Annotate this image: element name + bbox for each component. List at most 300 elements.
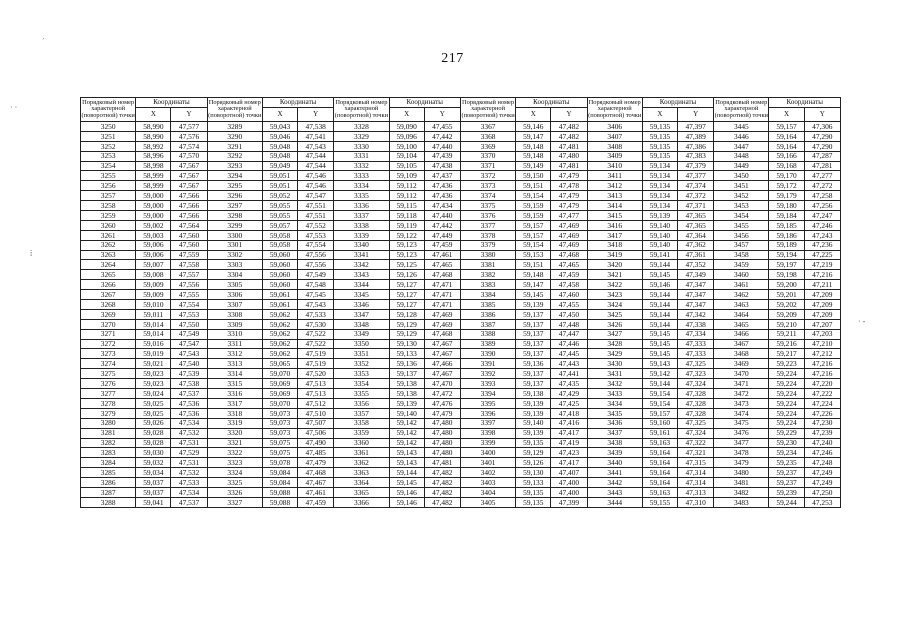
x-value-cell: 59,153 xyxy=(516,250,551,260)
y-value-cell: 47,533 xyxy=(171,478,207,488)
y-value-cell: 47,566 xyxy=(171,191,207,201)
y-value-cell: 47,438 xyxy=(424,161,460,171)
x-value-cell: 59,201 xyxy=(769,290,804,300)
table-row xyxy=(81,240,841,250)
point-number-cell: 3467 xyxy=(714,339,769,349)
y-value-cell: 47,481 xyxy=(551,161,587,171)
x-value-cell: 59,135 xyxy=(642,131,677,141)
x-value-cell: 59,142 xyxy=(642,369,677,379)
table-row xyxy=(81,428,841,438)
y-value-cell: 47,442 xyxy=(424,220,460,230)
point-number-cell: 3255 xyxy=(81,171,136,181)
x-value-cell: 58,999 xyxy=(136,171,171,181)
y-value-cell: 47,216 xyxy=(804,270,840,280)
x-value-cell: 59,146 xyxy=(389,487,424,497)
table-row xyxy=(81,211,841,221)
y-value-cell: 47,211 xyxy=(804,280,840,290)
point-number-cell: 3405 xyxy=(460,497,515,507)
y-value-cell: 47,434 xyxy=(424,201,460,211)
x-value-cell: 59,007 xyxy=(136,260,171,270)
y-value-cell: 47,458 xyxy=(551,280,587,290)
x-value-cell: 59,138 xyxy=(389,379,424,389)
point-number-cell: 3469 xyxy=(714,359,769,369)
point-number-cell: 3321 xyxy=(207,438,262,448)
x-value-cell: 58,998 xyxy=(136,161,171,171)
x-value-cell: 59,142 xyxy=(389,418,424,428)
point-number-cell: 3357 xyxy=(334,408,389,418)
y-value-cell: 47,482 xyxy=(424,497,460,507)
point-number-cell: 3381 xyxy=(460,260,515,270)
x-value-cell: 59,009 xyxy=(136,290,171,300)
point-number-cell: 3358 xyxy=(334,418,389,428)
point-number-header: Порядковый номер характерной (поворотной) точки xyxy=(460,98,515,122)
point-number-cell: 3360 xyxy=(334,438,389,448)
y-value-cell: 47,459 xyxy=(551,270,587,280)
point-number-cell: 3392 xyxy=(460,369,515,379)
x-value-cell: 59,016 xyxy=(136,339,171,349)
x-value-cell: 59,030 xyxy=(136,448,171,458)
x-value-cell: 59,150 xyxy=(516,171,551,181)
point-number-cell: 3277 xyxy=(81,389,136,399)
point-number-cell: 3364 xyxy=(334,478,389,488)
x-value-cell: 59,137 xyxy=(516,379,551,389)
x-value-cell: 59,223 xyxy=(769,359,804,369)
y-value-cell: 47,325 xyxy=(678,418,714,428)
point-number-cell: 3326 xyxy=(207,487,262,497)
table-row xyxy=(81,408,841,418)
x-value-cell: 59,179 xyxy=(769,191,804,201)
point-number-cell: 3284 xyxy=(81,458,136,468)
point-number-cell: 3331 xyxy=(334,151,389,161)
x-value-cell: 59,078 xyxy=(262,458,297,468)
point-number-cell: 3336 xyxy=(334,201,389,211)
x-value-cell: 59,148 xyxy=(516,270,551,280)
y-value-cell: 47,529 xyxy=(171,448,207,458)
y-value-cell: 47,216 xyxy=(804,359,840,369)
y-value-cell: 47,532 xyxy=(171,468,207,478)
y-value-cell: 47,334 xyxy=(678,329,714,339)
coordinates-table xyxy=(80,97,841,508)
x-value-cell: 59,145 xyxy=(389,478,424,488)
point-number-cell: 3310 xyxy=(207,329,262,339)
y-value-cell: 47,323 xyxy=(678,369,714,379)
y-value-cell: 47,560 xyxy=(171,230,207,240)
point-number-cell: 3457 xyxy=(714,240,769,250)
x-value-cell: 59,112 xyxy=(389,181,424,191)
point-number-cell: 3311 xyxy=(207,339,262,349)
y-value-cell: 47,272 xyxy=(804,181,840,191)
y-value-cell: 47,418 xyxy=(551,408,587,418)
x-value-cell: 59,052 xyxy=(262,191,297,201)
x-value-cell: 59,123 xyxy=(389,240,424,250)
table-row xyxy=(81,478,841,488)
y-value-cell: 47,243 xyxy=(804,230,840,240)
x-value-cell: 58,996 xyxy=(136,151,171,161)
x-value-cell: 59,135 xyxy=(642,151,677,161)
y-value-cell: 47,400 xyxy=(551,487,587,497)
y-value-cell: 47,469 xyxy=(424,319,460,329)
scan-speck: ´ xyxy=(42,37,45,46)
x-value-cell: 59,145 xyxy=(642,349,677,359)
point-number-cell: 3464 xyxy=(714,309,769,319)
x-value-cell: 59,133 xyxy=(516,478,551,488)
point-number-cell: 3295 xyxy=(207,181,262,191)
y-value-cell: 47,436 xyxy=(424,191,460,201)
point-number-cell: 3425 xyxy=(587,309,642,319)
point-number-cell: 3353 xyxy=(334,369,389,379)
x-value-cell: 59,062 xyxy=(262,349,297,359)
y-value-cell: 47,314 xyxy=(678,478,714,488)
point-number-cell: 3267 xyxy=(81,290,136,300)
point-number-cell: 3272 xyxy=(81,339,136,349)
point-number-cell: 3415 xyxy=(587,211,642,221)
point-number-cell: 3449 xyxy=(714,161,769,171)
y-value-cell: 47,313 xyxy=(678,487,714,497)
point-number-cell: 3312 xyxy=(207,349,262,359)
y-value-cell: 47,236 xyxy=(804,240,840,250)
point-number-cell: 3351 xyxy=(334,349,389,359)
table-row xyxy=(81,161,841,171)
point-number-cell: 3266 xyxy=(81,280,136,290)
x-value-cell: 59,069 xyxy=(262,379,297,389)
point-number-cell: 3279 xyxy=(81,408,136,418)
x-value-cell: 59,137 xyxy=(516,329,551,339)
x-value-cell: 59,062 xyxy=(262,309,297,319)
point-number-cell: 3282 xyxy=(81,438,136,448)
point-number-cell: 3367 xyxy=(460,122,515,132)
x-value-cell: 59,011 xyxy=(136,309,171,319)
y-value-cell: 47,324 xyxy=(678,379,714,389)
point-number-cell: 3333 xyxy=(334,171,389,181)
point-number-cell: 3350 xyxy=(334,339,389,349)
scan-speck: · - xyxy=(858,317,866,326)
point-number-cell: 3414 xyxy=(587,201,642,211)
x-value-cell: 59,069 xyxy=(262,389,297,399)
y-value-cell: 47,246 xyxy=(804,220,840,230)
y-value-cell: 47,239 xyxy=(804,428,840,438)
y-value-cell: 47,314 xyxy=(678,468,714,478)
point-number-cell: 3262 xyxy=(81,240,136,250)
y-value-cell: 47,249 xyxy=(804,468,840,478)
x-value-cell: 59,055 xyxy=(262,201,297,211)
x-value-cell: 59,008 xyxy=(136,270,171,280)
y-value-cell: 47,224 xyxy=(804,398,840,408)
point-number-cell: 3466 xyxy=(714,329,769,339)
y-value-cell: 47,465 xyxy=(424,260,460,270)
x-value-cell: 59,084 xyxy=(262,468,297,478)
point-number-cell: 3341 xyxy=(334,250,389,260)
scan-speck: ⁞ xyxy=(30,249,33,258)
y-value-cell: 47,537 xyxy=(171,389,207,399)
y-value-cell: 47,256 xyxy=(804,201,840,211)
x-value-cell: 59,143 xyxy=(389,448,424,458)
y-value-cell: 47,416 xyxy=(551,418,587,428)
x-value-cell: 59,140 xyxy=(642,240,677,250)
point-number-cell: 3344 xyxy=(334,280,389,290)
x-value-cell: 59,159 xyxy=(516,201,551,211)
point-number-cell: 3421 xyxy=(587,270,642,280)
x-value-cell: 59,062 xyxy=(262,319,297,329)
y-value-cell: 47,567 xyxy=(171,161,207,171)
x-value-cell: 59,137 xyxy=(516,309,551,319)
point-number-cell: 3329 xyxy=(334,131,389,141)
x-value-cell: 59,146 xyxy=(389,497,424,507)
x-value-cell: 59,019 xyxy=(136,349,171,359)
point-number-cell: 3399 xyxy=(460,438,515,448)
point-number-cell: 3356 xyxy=(334,398,389,408)
x-value-cell: 59,125 xyxy=(389,260,424,270)
x-header: X xyxy=(262,108,297,122)
x-value-cell: 59,244 xyxy=(769,497,804,507)
y-value-cell: 47,446 xyxy=(551,339,587,349)
point-number-cell: 3293 xyxy=(207,161,262,171)
y-value-cell: 47,439 xyxy=(424,151,460,161)
x-value-cell: 59,134 xyxy=(642,181,677,191)
x-value-cell: 59,180 xyxy=(769,201,804,211)
point-number-cell: 3322 xyxy=(207,448,262,458)
x-value-cell: 59,135 xyxy=(516,497,551,507)
point-number-cell: 3443 xyxy=(587,487,642,497)
table-row xyxy=(81,359,841,369)
x-value-cell: 59,000 xyxy=(136,201,171,211)
point-number-cell: 3462 xyxy=(714,290,769,300)
x-value-cell: 59,140 xyxy=(642,220,677,230)
y-value-cell: 47,531 xyxy=(171,438,207,448)
table-row xyxy=(81,290,841,300)
y-value-cell: 47,544 xyxy=(298,161,334,171)
point-number-cell: 3307 xyxy=(207,300,262,310)
y-value-cell: 47,482 xyxy=(551,131,587,141)
y-value-cell: 47,550 xyxy=(171,319,207,329)
point-number-cell: 3396 xyxy=(460,408,515,418)
y-header: Y xyxy=(298,108,334,122)
y-value-cell: 47,546 xyxy=(298,171,334,181)
point-number-cell: 3258 xyxy=(81,201,136,211)
x-value-cell: 59,130 xyxy=(389,339,424,349)
x-value-cell: 59,126 xyxy=(516,458,551,468)
x-value-cell: 59,217 xyxy=(769,349,804,359)
point-number-cell: 3430 xyxy=(587,359,642,369)
point-number-cell: 3409 xyxy=(587,151,642,161)
x-value-cell: 59,159 xyxy=(516,211,551,221)
point-number-cell: 3444 xyxy=(587,497,642,507)
x-value-cell: 59,127 xyxy=(389,300,424,310)
point-number-cell: 3317 xyxy=(207,398,262,408)
y-value-cell: 47,328 xyxy=(678,408,714,418)
y-value-cell: 47,287 xyxy=(804,151,840,161)
y-value-cell: 47,554 xyxy=(298,240,334,250)
y-value-cell: 47,374 xyxy=(678,181,714,191)
x-value-cell: 59,145 xyxy=(642,329,677,339)
x-value-cell: 59,139 xyxy=(642,211,677,221)
y-value-cell: 47,352 xyxy=(678,260,714,270)
x-value-cell: 59,139 xyxy=(389,398,424,408)
x-value-cell: 59,006 xyxy=(136,250,171,260)
y-value-cell: 47,537 xyxy=(171,497,207,507)
x-value-cell: 59,229 xyxy=(769,428,804,438)
y-value-cell: 47,210 xyxy=(804,339,840,349)
point-number-cell: 3291 xyxy=(207,141,262,151)
point-number-cell: 3413 xyxy=(587,191,642,201)
x-value-cell: 59,170 xyxy=(769,171,804,181)
y-value-cell: 47,419 xyxy=(551,438,587,448)
x-value-cell: 59,186 xyxy=(769,230,804,240)
y-value-cell: 47,209 xyxy=(804,290,840,300)
y-value-cell: 47,361 xyxy=(678,250,714,260)
coordinates-header: Координаты xyxy=(516,98,587,108)
x-value-cell: 59,154 xyxy=(516,240,551,250)
x-value-cell: 59,154 xyxy=(642,389,677,399)
x-value-cell: 59,164 xyxy=(642,478,677,488)
point-number-cell: 3371 xyxy=(460,161,515,171)
table-row xyxy=(81,329,841,339)
y-value-cell: 47,471 xyxy=(424,290,460,300)
x-value-cell: 59,144 xyxy=(389,468,424,478)
x-value-cell: 59,002 xyxy=(136,220,171,230)
y-value-cell: 47,333 xyxy=(678,349,714,359)
point-number-cell: 3305 xyxy=(207,280,262,290)
point-number-cell: 3442 xyxy=(587,478,642,488)
table-row xyxy=(81,349,841,359)
x-value-cell: 59,210 xyxy=(769,319,804,329)
coordinates-header: Координаты xyxy=(262,98,333,108)
y-value-cell: 47,479 xyxy=(551,201,587,211)
y-value-cell: 47,468 xyxy=(298,468,334,478)
y-value-cell: 47,407 xyxy=(551,468,587,478)
point-number-cell: 3254 xyxy=(81,161,136,171)
x-value-cell: 59,062 xyxy=(262,339,297,349)
point-number-cell: 3397 xyxy=(460,418,515,428)
y-value-cell: 47,442 xyxy=(424,131,460,141)
point-number-cell: 3383 xyxy=(460,280,515,290)
x-value-cell: 59,037 xyxy=(136,478,171,488)
point-number-cell: 3438 xyxy=(587,438,642,448)
point-number-cell: 3366 xyxy=(334,497,389,507)
y-value-cell: 47,333 xyxy=(678,339,714,349)
x-value-cell: 59,060 xyxy=(262,250,297,260)
point-number-cell: 3319 xyxy=(207,418,262,428)
table-row xyxy=(81,389,841,399)
x-value-cell: 59,224 xyxy=(769,398,804,408)
y-value-cell: 47,512 xyxy=(298,398,334,408)
x-value-cell: 59,021 xyxy=(136,359,171,369)
y-value-cell: 47,566 xyxy=(171,201,207,211)
x-value-cell: 59,144 xyxy=(642,319,677,329)
x-value-cell: 59,189 xyxy=(769,240,804,250)
y-value-cell: 47,538 xyxy=(298,122,334,132)
x-value-cell: 59,126 xyxy=(389,270,424,280)
point-number-cell: 3474 xyxy=(714,408,769,418)
point-number-cell: 3483 xyxy=(714,497,769,507)
x-value-cell: 59,200 xyxy=(769,280,804,290)
x-value-cell: 59,139 xyxy=(516,300,551,310)
x-value-cell: 59,105 xyxy=(389,161,424,171)
point-number-cell: 3332 xyxy=(334,161,389,171)
x-value-cell: 59,137 xyxy=(516,339,551,349)
y-value-cell: 47,479 xyxy=(424,408,460,418)
point-number-cell: 3259 xyxy=(81,211,136,221)
y-value-cell: 47,482 xyxy=(424,487,460,497)
point-number-cell: 3303 xyxy=(207,260,262,270)
x-value-cell: 59,096 xyxy=(389,131,424,141)
point-number-cell: 3355 xyxy=(334,389,389,399)
x-value-cell: 59,142 xyxy=(389,438,424,448)
point-number-cell: 3323 xyxy=(207,458,262,468)
point-number-cell: 3465 xyxy=(714,319,769,329)
y-value-cell: 47,417 xyxy=(551,458,587,468)
point-number-header: Порядковый номер характерной (поворотной) точки xyxy=(207,98,262,122)
x-value-cell: 59,137 xyxy=(516,319,551,329)
point-number-cell: 3477 xyxy=(714,438,769,448)
table-row xyxy=(81,181,841,191)
table-row xyxy=(81,131,841,141)
x-value-cell: 59,224 xyxy=(769,418,804,428)
table-row xyxy=(81,230,841,240)
x-value-cell: 59,122 xyxy=(389,230,424,240)
y-value-cell: 47,477 xyxy=(551,211,587,221)
point-number-cell: 3380 xyxy=(460,250,515,260)
point-number-cell: 3441 xyxy=(587,468,642,478)
point-number-cell: 3273 xyxy=(81,349,136,359)
x-value-cell: 59,157 xyxy=(642,408,677,418)
scan-speck: · · xyxy=(10,103,18,112)
y-value-cell: 47,553 xyxy=(298,230,334,240)
point-number-cell: 3252 xyxy=(81,141,136,151)
point-number-cell: 3250 xyxy=(81,122,136,132)
point-number-cell: 3393 xyxy=(460,379,515,389)
y-value-cell: 47,479 xyxy=(551,191,587,201)
x-value-cell: 59,010 xyxy=(136,300,171,310)
x-value-cell: 59,154 xyxy=(642,398,677,408)
table-row xyxy=(81,151,841,161)
coordinates-header: Координаты xyxy=(136,98,207,108)
x-value-cell: 59,025 xyxy=(136,398,171,408)
point-number-cell: 3361 xyxy=(334,448,389,458)
table-row xyxy=(81,220,841,230)
y-value-cell: 47,507 xyxy=(298,418,334,428)
y-value-cell: 47,248 xyxy=(804,458,840,468)
y-value-cell: 47,534 xyxy=(171,418,207,428)
y-value-cell: 47,347 xyxy=(678,300,714,310)
x-value-cell: 59,134 xyxy=(642,201,677,211)
y-value-cell: 47,471 xyxy=(424,300,460,310)
x-value-cell: 59,006 xyxy=(136,240,171,250)
y-value-cell: 47,576 xyxy=(171,131,207,141)
x-value-cell: 59,028 xyxy=(136,428,171,438)
x-value-cell: 59,023 xyxy=(136,379,171,389)
x-value-cell: 59,055 xyxy=(262,211,297,221)
x-value-cell: 59,145 xyxy=(642,270,677,280)
table-row xyxy=(81,201,841,211)
x-value-cell: 59,146 xyxy=(516,122,551,132)
y-value-cell: 47,539 xyxy=(171,369,207,379)
y-value-cell: 47,364 xyxy=(678,230,714,240)
y-value-cell: 47,425 xyxy=(551,398,587,408)
y-value-cell: 47,321 xyxy=(678,448,714,458)
y-value-cell: 47,522 xyxy=(298,329,334,339)
point-number-cell: 3363 xyxy=(334,468,389,478)
x-value-cell: 59,061 xyxy=(262,290,297,300)
point-number-cell: 3354 xyxy=(334,379,389,389)
point-number-cell: 3330 xyxy=(334,141,389,151)
page-number: 217 xyxy=(441,51,464,66)
x-value-cell: 59,129 xyxy=(389,319,424,329)
point-number-cell: 3265 xyxy=(81,270,136,280)
x-value-cell: 59,216 xyxy=(769,339,804,349)
y-value-cell: 47,552 xyxy=(298,220,334,230)
x-value-cell: 59,144 xyxy=(642,309,677,319)
point-number-cell: 3298 xyxy=(207,211,262,221)
